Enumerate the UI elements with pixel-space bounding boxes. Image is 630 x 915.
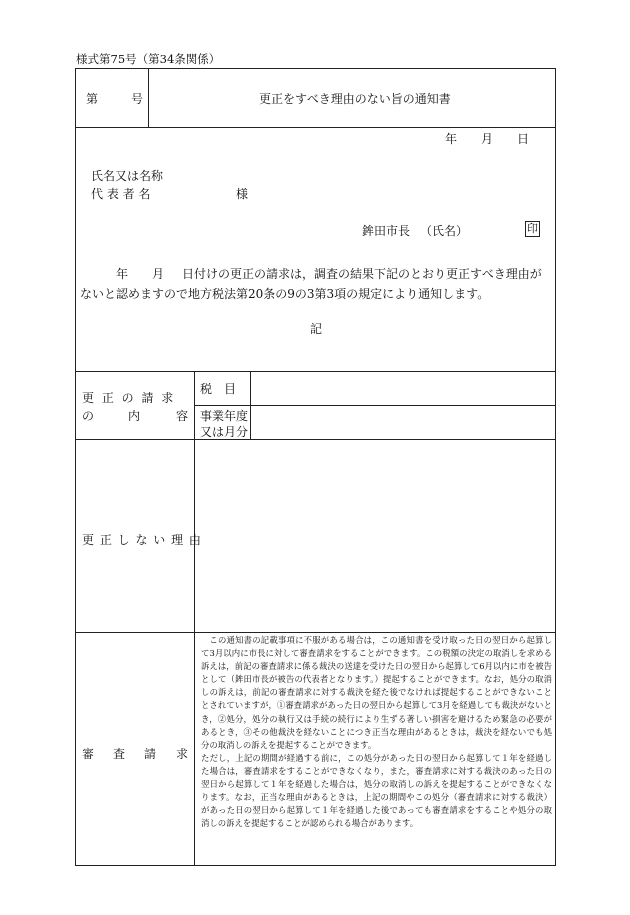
tax-item-bottom-line — [194, 405, 555, 406]
sender-name-placeholder: （氏名） — [420, 224, 469, 238]
request-content-label-line1: 更 正 の 請 求 — [82, 391, 176, 405]
table-top-line — [76, 371, 555, 372]
label-column-divider — [194, 371, 195, 865]
notice-form: 第 号 更正をすべき理由のない旨の通知書 年 月 日 氏名又は名称 代 表 者 名 様 鉾田市長 （氏名） 印 年 月 日付けの更正の請求は，調査の結果下記のとおり更正すべき理由がないと認めますので地方税法第20条の9の3第3項の規定により通知します。 記 更 正 の 請 求 の 内 容 税 目 事業年度 又は月分 更 正 し な い 理 由 審 査 請 求 — [75, 68, 556, 866]
representative-name-label: 代 表 者 名 — [91, 187, 151, 201]
document-number-prefix: 第 — [86, 92, 99, 106]
date-day-label: 日 — [517, 132, 530, 146]
body-year-label: 年 — [116, 267, 129, 281]
business-year-label-1: 事業年度 — [200, 409, 249, 423]
appeal-notice-paragraph-2: ただし，上記の期間が経過する前に，この処分があった日の翌日から起算して１年を経過した場合は，審査請求をすることができなくなり，また，審査請求に対する裁決のあった日の翌日から起算して１年を経過した場合は，処分の取消しの訴えを提起することができなくなります。なお，正当な理由があるときは，上記の期間やこの処分（審査請求に対する裁決）があった日の翌日から起算して１年を経過した後であっても審査請求をすることや処分の取消しの訴えを提起することが認められる場合があります。 — [201, 752, 552, 829]
body-month-label: 月 — [152, 267, 165, 281]
seal-mark: 印 — [527, 222, 538, 235]
header-divider — [148, 69, 149, 127]
document-number-suffix: 号 — [131, 92, 144, 106]
reason-bottom-line — [76, 632, 555, 633]
date-month-label: 月 — [481, 132, 494, 146]
document-title: 更正をすべき理由のない旨の通知書 — [259, 92, 451, 106]
no-correction-reason-label: 更 正 し な い 理 由 — [82, 533, 202, 547]
ki-label: 記 — [310, 322, 323, 336]
date-year-label: 年 — [445, 132, 458, 146]
body-main-text: 日付けの更正の請求は，調査の結果下記のとおり更正すべき理由がないと認めますので地方税法第20条の9の3第3項の規定により通知します。 — [80, 267, 542, 301]
notice-body — [80, 264, 552, 304]
sender-title: 鉾田市長 — [362, 224, 411, 238]
appeal-notice-paragraph-1: この通知書の記載事項に不服がある場合は，この通知書を受け取った日の翌日から起算して3月以内に市長に対して審査請求をすることができます。この税額の決定の取消しを求める訴えは，前記の審査請求に係る裁決の送達を受けた日の翌日から起算して6月以内に市を被告として（鉾田市長が被告の代表者となります。）提起することができます。なお，処分の取消しの訴えは，前記の審査請求に対する裁決を経た後でなければ提起することができないこととされていますが，①審査請求があった日の翌日から起算して3月を経過しても裁決がないとき，②処分，処分の執行又は手続の続行により生ずる著しい損害を避けるため緊急の必要があるとき，③その他裁決を経ないことにつき正当な理由があるときは，裁決を経ないでも処分の取消しの訴えを提起することができます。 — [201, 635, 552, 750]
tax-item-label: 税 目 — [200, 382, 237, 396]
header-bottom-line — [76, 127, 555, 128]
business-year-label-2: 又は月分 — [200, 425, 249, 439]
form-number-label: 様式第75号（第34条関係） — [76, 52, 221, 66]
honorific-label: 様 — [236, 187, 249, 201]
request-bottom-line — [76, 439, 555, 440]
addressee-name-label: 氏名又は名称 — [91, 169, 164, 183]
appeal-notice — [201, 634, 552, 830]
